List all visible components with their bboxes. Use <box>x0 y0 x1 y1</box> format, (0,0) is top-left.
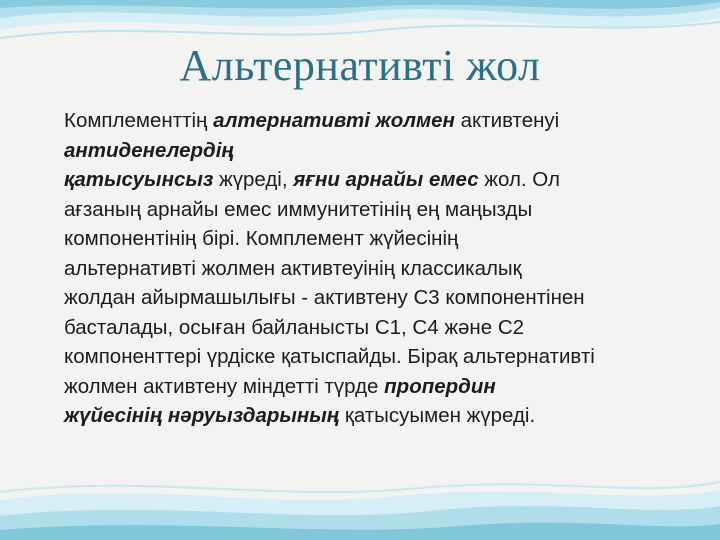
bottom-wave-decoration <box>0 470 720 540</box>
body-text <box>64 106 684 431</box>
emphasis-text: жүйесінің нәруыздарының <box>64 404 340 427</box>
text-run: жол. Ол <box>478 168 560 191</box>
text-line <box>64 136 684 166</box>
text-run: Комплементтің <box>64 109 214 132</box>
text-run: активтенуі <box>454 109 560 132</box>
text-line <box>64 106 684 136</box>
text-run: жолмен активтену міндетті түрде <box>64 374 385 398</box>
emphasis-text: антиденелердің <box>64 138 234 162</box>
emphasis-text: алтернативті жолмен <box>213 109 455 132</box>
emphasis-text: қатысуынсыз <box>64 168 214 191</box>
text-line <box>64 372 684 402</box>
text-line: жолдан айырмашылығы - активтену С3 компонентінен <box>64 286 585 309</box>
text-line: компоненттері үрдіске қатыспайды. Бірақ альтернативті <box>64 345 595 368</box>
slide-title: Альтернативті жол <box>179 41 541 90</box>
text-line: компонентінің бірі. Комплемент жүйесінің <box>64 227 459 250</box>
text-run: жүреді, <box>213 168 294 191</box>
text-run: қатысуымен жүреді. <box>339 404 536 427</box>
text-line: альтернативті жолмен активтеуінің классикалық <box>64 256 522 280</box>
emphasis-text: пропердин <box>384 374 496 398</box>
text-line <box>64 165 684 195</box>
text-line: басталады, осыған байланысты С1, С4 және С2 <box>64 315 525 339</box>
text-line: ағзаның арнайы емес иммунитетінің ең маңызды <box>64 197 533 221</box>
emphasis-text: яғни арнайы емес <box>293 168 479 191</box>
text-line <box>64 401 684 431</box>
